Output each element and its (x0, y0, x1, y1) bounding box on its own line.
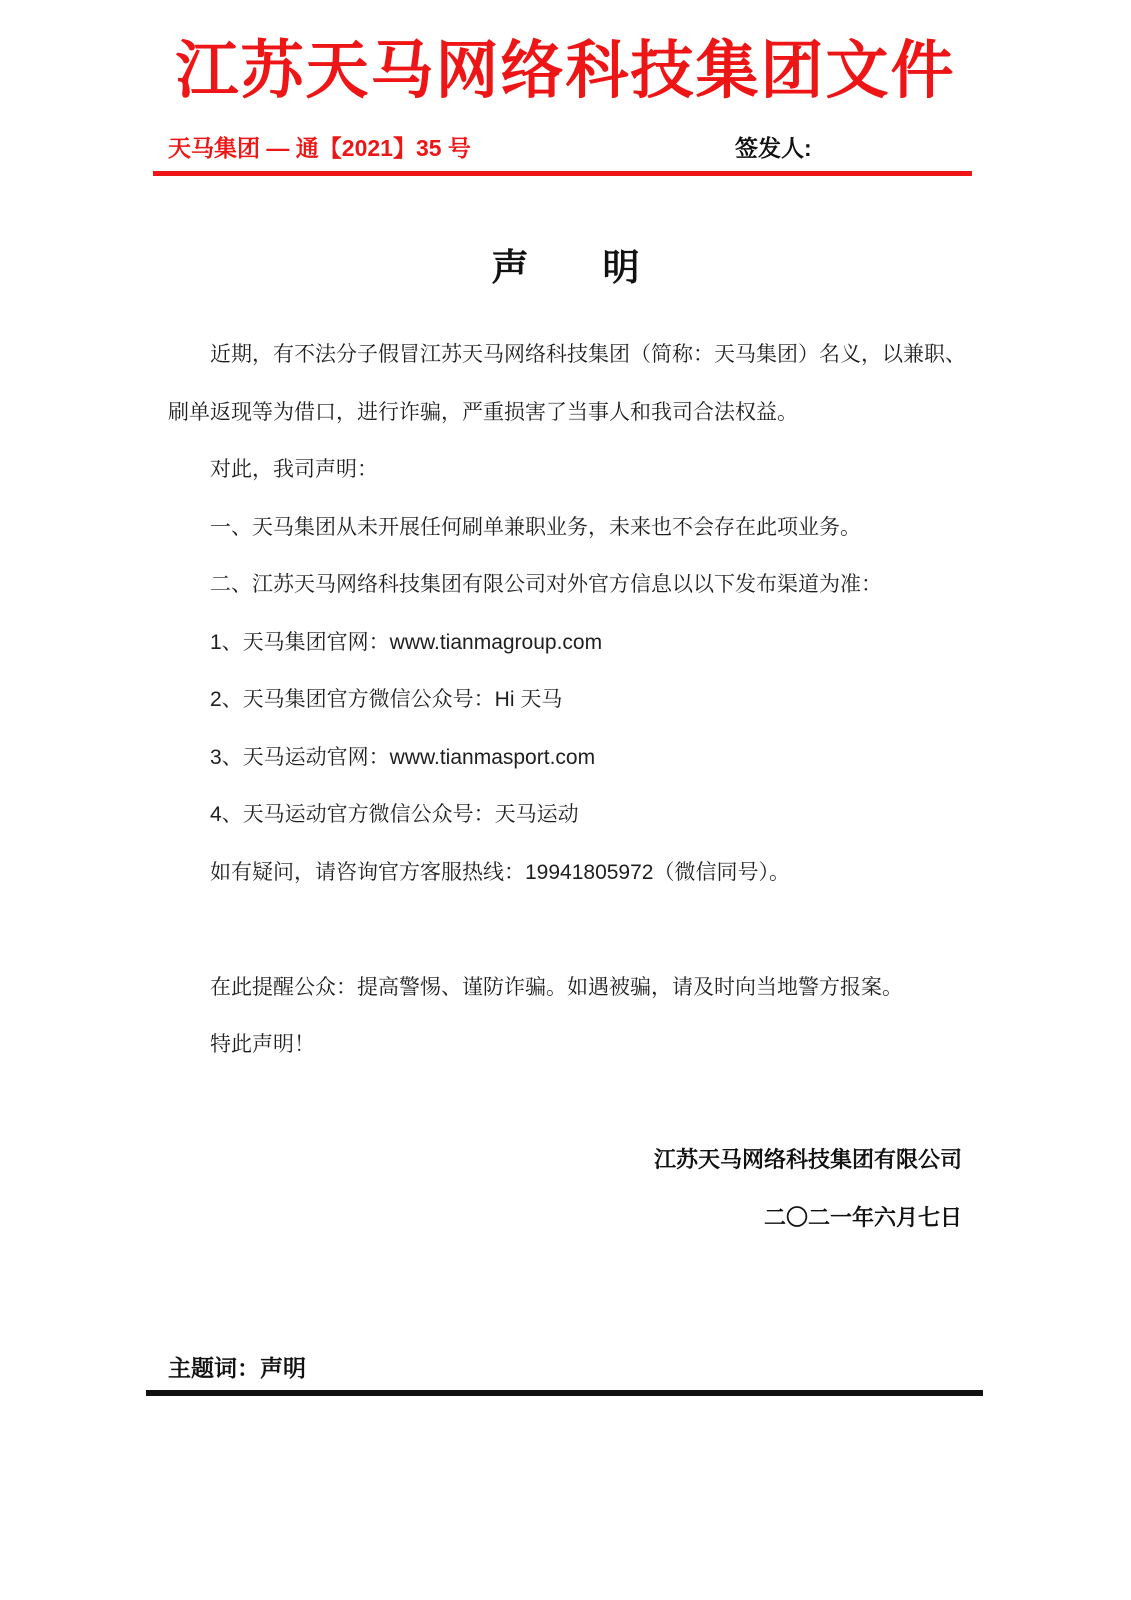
signature-company: 江苏天马网络科技集团有限公司 (653, 1147, 962, 1172)
subject-line: 主题词：声明 (168, 1355, 306, 1381)
body-paragraph: 在此提醒公众：提高警惕、谨防诈骗。如遇被骗，请及时向当地警方报案。 (210, 975, 903, 999)
body-paragraph: 一、天马集团从未开展任何刷单兼职业务，未来也不会存在此项业务。 (210, 515, 861, 539)
body-paragraph: 特此声明！ (210, 1033, 315, 1056)
doc-number-row (168, 130, 981, 162)
issuer-label: 签发人: (735, 135, 812, 161)
doc-number: 天马集团 — 通【2021】35 号 (168, 135, 471, 161)
doc-heading: 声 明 (491, 247, 640, 288)
paragraph-gap (168, 901, 968, 959)
body-paragraph: 3、天马运动官网：www.tianmasport.com (210, 745, 596, 769)
body-paragraph: 如有疑问，请咨询官方客服热线：19941805972（微信同号）。 (210, 860, 790, 884)
body-paragraph: 2、天马集团官方微信公众号：Hi 天马 (210, 688, 563, 711)
signature-block (168, 1131, 968, 1246)
signature-date: 二〇二一年六月七日 (763, 1204, 962, 1230)
body-paragraph: 1、天马集团官网：www.tianmagroup.com (210, 630, 603, 654)
footer-rule (146, 1390, 983, 1396)
header-rule (153, 171, 972, 176)
body-paragraph: 近期，有不法分子假冒江苏天马网络科技集团（简称：天马集团）名义，以兼职、刷单返现等为借口，进行诈骗，严重损害了当事人和我司合法权益。 (168, 343, 966, 424)
doc-body (168, 326, 968, 1074)
org-title: 江苏天马网络科技集团文件 (175, 36, 956, 106)
body-paragraph: 对此，我司声明： (210, 458, 378, 481)
body-paragraph: 二、江苏天马网络科技集团有限公司对外官方信息以以下发布渠道为准： (210, 573, 882, 596)
body-paragraph: 4、天马运动官方微信公众号：天马运动 (210, 803, 579, 826)
